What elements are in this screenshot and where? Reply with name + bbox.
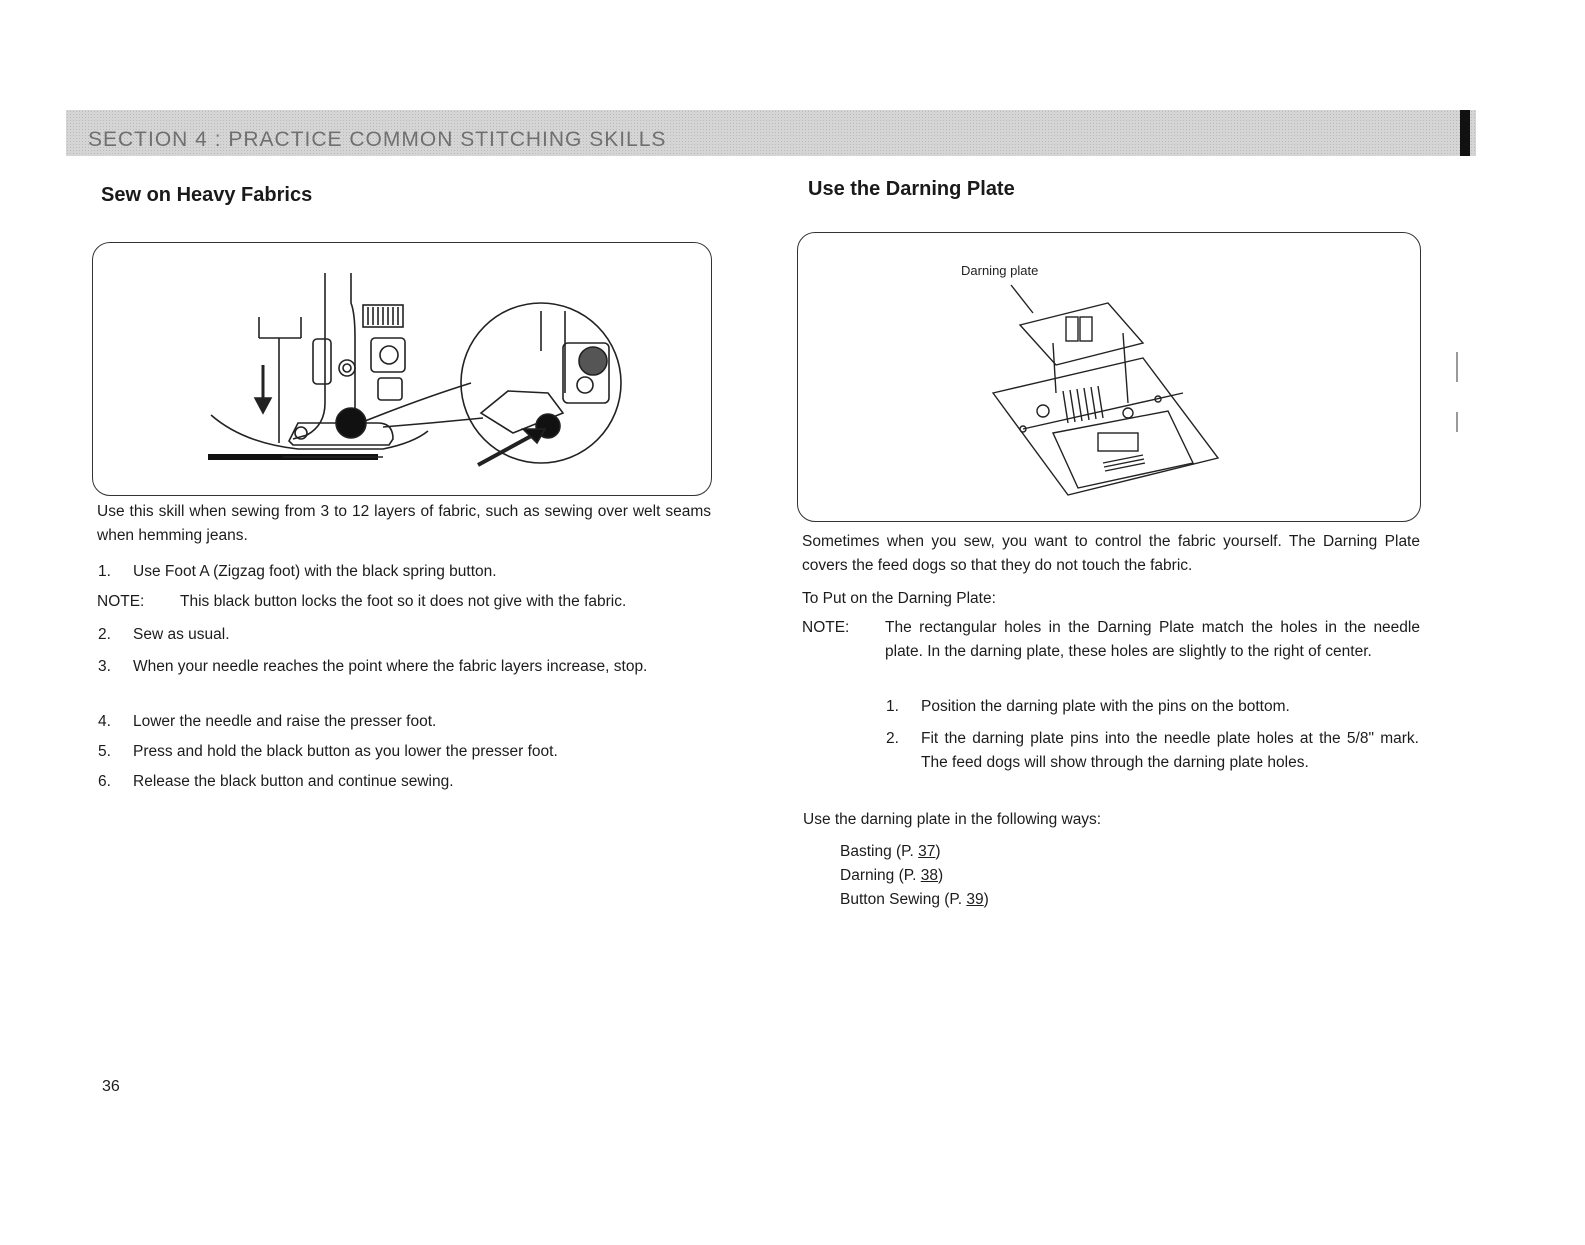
step-text: Sew as usual. bbox=[133, 626, 230, 643]
substep-text: Fit the darning plate pins into the needle plate holes at the 5/8" mark. The feed dogs will show through the darning plate holes. bbox=[921, 730, 1419, 771]
substep-number: 2. bbox=[886, 730, 899, 747]
substep-text: Position the darning plate with the pins on the bottom. bbox=[921, 698, 1290, 715]
section-banner bbox=[66, 110, 1476, 156]
reference-darning[interactable]: Darning (P. 38) bbox=[840, 867, 944, 884]
step-text: When your needle reaches the point where the fabric layers increase, stop. bbox=[133, 658, 648, 675]
note-label: NOTE: bbox=[97, 593, 145, 610]
step-text: Use Foot A (Zigzag foot) with the black spring button. bbox=[133, 563, 497, 580]
step-number: 3. bbox=[98, 658, 111, 675]
reference-basting[interactable]: Basting (P. 37) bbox=[840, 843, 941, 860]
heavy-fabrics-heading: Sew on Heavy Fabrics bbox=[101, 184, 313, 206]
step-number: 2. bbox=[98, 626, 111, 643]
step-text: Press and hold the black button as you lower the presser foot. bbox=[133, 743, 558, 760]
step-number: 6. bbox=[98, 773, 111, 790]
note-text: The rectangular holes in the Darning Plate match the holes in the needle plate. In the darning plate, these holes are slightly to the right of center. bbox=[885, 619, 1420, 660]
step-text: Lower the needle and raise the presser foot. bbox=[133, 713, 437, 730]
reference-button-sewing[interactable]: Button Sewing (P. 39) bbox=[840, 891, 989, 908]
darning-plate-callout: Darning plate bbox=[961, 263, 1039, 278]
edge-mark bbox=[1456, 352, 1458, 382]
page-number: 36 bbox=[102, 1078, 120, 1095]
darning-intro: Sometimes when you sew, you want to control the fabric yourself. The Darning Plate covers the feed dogs so that they do not touch the fabric. bbox=[802, 533, 1420, 574]
presser-foot-figure bbox=[92, 242, 712, 496]
edge-mark bbox=[1456, 412, 1458, 432]
step-number: 1. bbox=[98, 563, 111, 580]
step-text: Release the black button and continue sewing. bbox=[133, 773, 454, 790]
step-number: 4. bbox=[98, 713, 111, 730]
section-title: SECTION 4 : PRACTICE COMMON STITCHING SKILLS bbox=[88, 128, 667, 151]
ways-title: Use the darning plate in the following ways: bbox=[803, 811, 1102, 828]
darning-plate-figure bbox=[797, 232, 1421, 522]
put-on-title: To Put on the Darning Plate: bbox=[802, 590, 996, 607]
substep-number: 1. bbox=[886, 698, 899, 715]
step-number: 5. bbox=[98, 743, 111, 760]
note-text: This black button locks the foot so it does not give with the fabric. bbox=[180, 593, 627, 610]
section-edge-tab bbox=[1460, 110, 1470, 156]
note-label: NOTE: bbox=[802, 619, 850, 636]
presser-foot-illustration bbox=[93, 243, 711, 495]
darning-plate-heading: Use the Darning Plate bbox=[808, 178, 1015, 200]
darning-plate-illustration bbox=[798, 233, 1420, 521]
heavy-fabrics-intro: Use this skill when sewing from 3 to 12 layers of fabric, such as sewing over welt seams when hemming jeans. bbox=[97, 503, 711, 544]
